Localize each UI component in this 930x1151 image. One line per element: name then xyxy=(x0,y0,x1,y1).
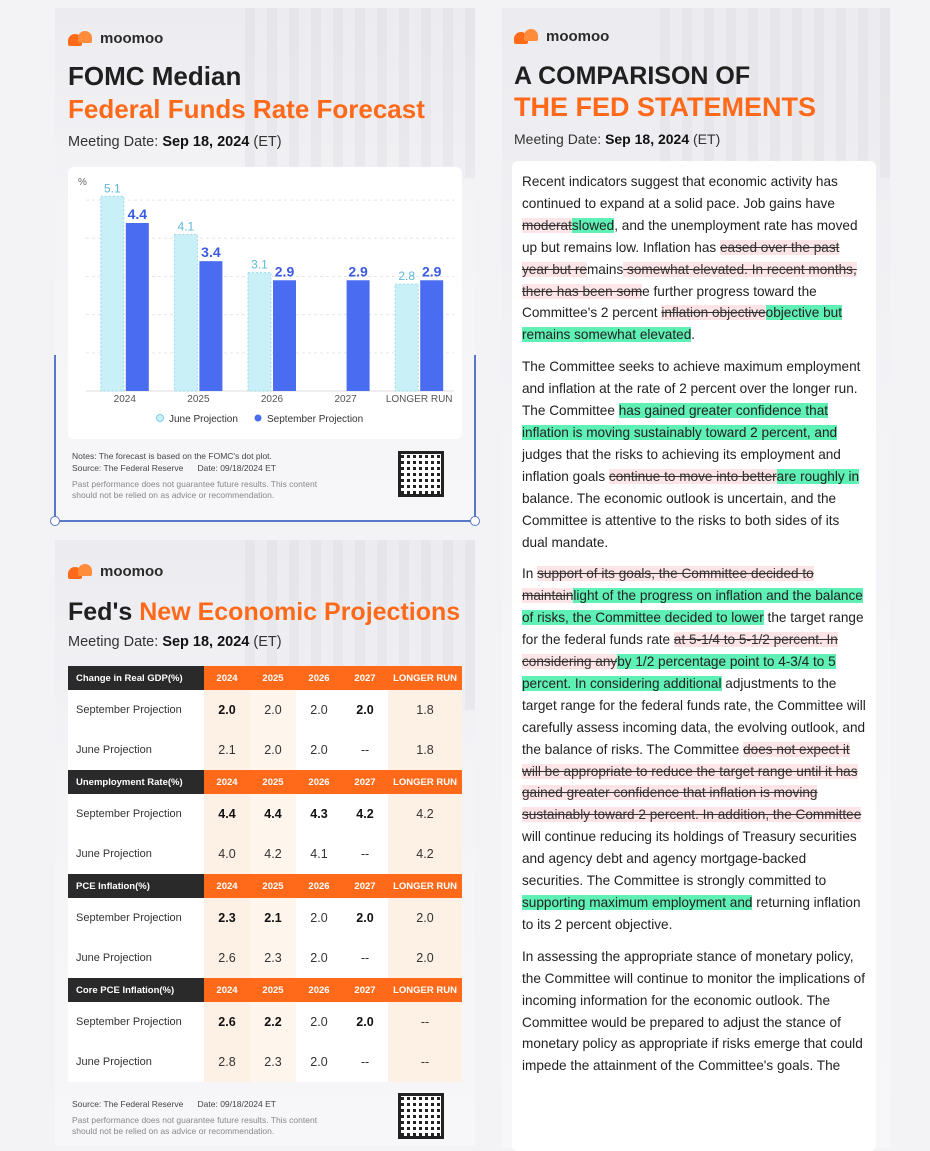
card3-title-line1: A COMPARISON OF xyxy=(514,62,751,90)
year-header: 2025 xyxy=(250,874,296,898)
row-label: September Projection xyxy=(68,794,204,834)
table-cell: -- xyxy=(342,730,388,770)
row-label: June Projection xyxy=(68,834,204,874)
inserted-text: are roughly in xyxy=(776,468,860,484)
meeting-prefix: Meeting Date: xyxy=(68,134,163,150)
selection-frame-right xyxy=(474,355,476,520)
bar-value-label: 3.4 xyxy=(201,244,221,261)
card1-source: Source: The Federal Reserve xyxy=(72,463,184,473)
statement-comparison-text xyxy=(512,161,876,1151)
deleted-text: inflation objective xyxy=(661,305,766,321)
inserted-text: by 1/2 percentage point to 4-3/4 to 5 percent. In considering additional xyxy=(522,654,836,691)
card2-date: Date: 09/18/2024 ET xyxy=(197,1099,276,1109)
deleted-text: moderat xyxy=(522,217,572,233)
year-header: 2027 xyxy=(342,666,388,690)
card2-title xyxy=(68,596,460,628)
table-cell: 2.1 xyxy=(250,898,296,938)
table-cell: 2.0 xyxy=(296,690,342,730)
qr-code-icon xyxy=(398,1093,444,1139)
card2-title-black: Fed's xyxy=(68,598,140,626)
june-projection-bar xyxy=(248,273,271,391)
table-cell: 2.3 xyxy=(204,898,250,938)
inserted-text: slowed xyxy=(571,217,615,233)
section-title: Change in Real GDP(%) xyxy=(68,666,204,690)
bar-value-label: 5.1 xyxy=(103,181,121,196)
statement-text: balance. The economic outlook is uncertain, and the Committee is attentive to the risks to both sides of its dual mandate. xyxy=(522,490,840,550)
rate-forecast-chart xyxy=(68,167,462,439)
table-cell: -- xyxy=(388,1042,462,1082)
section-title: Core PCE Inflation(%) xyxy=(68,978,204,1002)
table-cell: -- xyxy=(342,938,388,978)
inserted-text: has gained greater confidence that inflation is moving sustainably toward 2 percent, and xyxy=(522,403,838,440)
card1-title-line1: FOMC Median xyxy=(68,61,242,91)
legend-label: September Projection xyxy=(267,414,364,425)
table-cell: 2.6 xyxy=(204,1002,250,1042)
statement-text: In assessing the appropriate stance of monetary policy, the Committee will continue to monitor the implications of incoming information for the economic outlook. The Committee would be prepared to adjust the stance of monetary policy as appropriate if risks emerge that could impede the attainment of the Committee's goals. The xyxy=(522,948,866,1074)
deleted-text: at 5-1/4 to 5-1/2 percent. In considering any xyxy=(522,632,838,670)
statement-paragraph xyxy=(522,563,866,935)
projections-table xyxy=(68,666,462,1082)
brand-name: moomoo xyxy=(100,563,164,580)
table-section-header xyxy=(68,874,462,898)
deleted-text: eased over the past year but re xyxy=(522,239,840,277)
moomoo-logo-icon xyxy=(514,29,540,45)
september-projection-bar xyxy=(273,280,296,391)
x-tick-label: 2026 xyxy=(260,394,284,405)
bar-value-label: 2.9 xyxy=(348,263,368,280)
september-projection-bar xyxy=(347,280,370,391)
table-row xyxy=(68,1042,462,1082)
statement-text: judges that the risks to achieving its employment and inflation goals xyxy=(522,446,841,484)
card2-disclaimer-2: should not be relied on as advice or recommendation. xyxy=(72,1126,275,1136)
table-row xyxy=(68,834,462,874)
table-cell: 4.4 xyxy=(250,794,296,834)
table-cell: 2.0 xyxy=(342,898,388,938)
table-section-header xyxy=(68,770,462,794)
june-projection-bar xyxy=(174,234,197,391)
year-header: 2024 xyxy=(204,770,250,794)
table-row xyxy=(68,690,462,730)
brand-name: moomoo xyxy=(546,28,610,45)
table-cell: 2.0 xyxy=(296,730,342,770)
table-cell: 2.0 xyxy=(296,938,342,978)
moomoo-logo-icon xyxy=(68,31,94,47)
y-axis-label: % xyxy=(78,177,87,188)
year-header: LONGER RUN xyxy=(388,874,462,898)
meeting-date-value: Sep 18, 2024 xyxy=(162,134,250,150)
table-cell: 2.0 xyxy=(342,690,388,730)
table-cell: 2.8 xyxy=(204,1042,250,1082)
year-header: LONGER RUN xyxy=(388,978,462,1002)
row-label: September Projection xyxy=(68,690,204,730)
table-cell: 4.0 xyxy=(204,834,250,874)
statement-text: The Committee seeks to achieve maximum employment and inflation at the rate of 2 percent over the longer run. The Committee xyxy=(522,359,861,419)
bar-value-label: 2.8 xyxy=(398,269,416,284)
table-row xyxy=(68,1002,462,1042)
table-cell: 2.3 xyxy=(250,938,296,978)
statement-paragraph xyxy=(522,171,866,346)
year-header: 2026 xyxy=(296,666,342,690)
card3-meeting-date xyxy=(514,131,720,147)
section-title: PCE Inflation(%) xyxy=(68,874,204,898)
moomoo-logo-icon xyxy=(68,564,94,580)
table-row xyxy=(68,730,462,770)
statement-paragraph xyxy=(522,946,866,1077)
table-cell: 2.6 xyxy=(204,938,250,978)
table-cell: -- xyxy=(342,834,388,874)
statement-text: mains xyxy=(586,261,624,277)
table-cell: -- xyxy=(388,1002,462,1042)
table-cell: 2.0 xyxy=(296,898,342,938)
moomoo-logo xyxy=(514,28,609,45)
statement-text: Recent indicators suggest that economic activity has continued to expand at a solid pace. Job gains have xyxy=(522,174,838,211)
statement-text: In xyxy=(522,566,538,582)
rate-chart-panel xyxy=(68,167,462,439)
meeting-prefix: Meeting Date: xyxy=(514,131,606,147)
card2-title-orange: New Economic Projections xyxy=(139,598,461,626)
card1-title-line2: Federal Funds Rate Forecast xyxy=(68,94,425,124)
meeting-suffix: (ET) xyxy=(689,131,721,147)
meeting-date-value: Sep 18, 2024 xyxy=(162,634,250,650)
brand-name: moomoo xyxy=(100,30,164,47)
year-header: 2024 xyxy=(204,666,250,690)
bar-value-label: 4.1 xyxy=(177,219,195,234)
table-cell: -- xyxy=(342,1042,388,1082)
selection-frame-left xyxy=(54,355,56,520)
table-cell: 4.1 xyxy=(296,834,342,874)
table-cell: 4.4 xyxy=(204,794,250,834)
table-cell: 2.2 xyxy=(250,1002,296,1042)
bar-value-label: 3.1 xyxy=(251,257,268,272)
section-title: Unemployment Rate(%) xyxy=(68,770,204,794)
x-tick-label: 2024 xyxy=(113,394,136,405)
table-cell: 4.2 xyxy=(342,794,388,834)
inserted-text: light of the progress on inflation and the balance of risks, the Committee decided to lower xyxy=(522,588,863,626)
table-cell: 2.0 xyxy=(296,1002,342,1042)
year-header: LONGER RUN xyxy=(388,770,462,794)
september-legend-marker xyxy=(255,415,262,422)
x-tick-label: LONGER RUN xyxy=(385,394,453,405)
statement-text: the target range for the federal funds rate xyxy=(522,610,864,648)
bar-value-label: 2.9 xyxy=(421,263,442,280)
table-cell: 2.3 xyxy=(250,1042,296,1082)
statement-text: will continue reducing its holdings of Treasury securities and agency debt and agency mortgage-backed securities. The Committee is strongly committed to xyxy=(522,829,857,889)
table-section-header xyxy=(68,666,462,690)
row-label: June Projection xyxy=(68,730,204,770)
year-header: 2026 xyxy=(296,874,342,898)
card1-date: Date: 09/18/2024 ET xyxy=(197,463,276,473)
year-header: LONGER RUN xyxy=(388,666,462,690)
card1-disclaimer-1: Past performance does not guarantee future results. This content xyxy=(72,479,318,489)
table-cell: 2.0 xyxy=(250,690,296,730)
card2-source-line xyxy=(72,1099,276,1110)
year-header: 2027 xyxy=(342,978,388,1002)
statement-text: , and the unemployment rate has moved up but remains low. Inflation has xyxy=(522,217,858,255)
row-label: September Projection xyxy=(68,1002,204,1042)
card3-title-line2: THE FED STATEMENTS xyxy=(514,92,816,122)
statement-text: returning inflation to its 2 percent objective. xyxy=(522,895,861,932)
deleted-text: does not expect it will be appropriate to reduce the target range until it has gained greater confidence that inflation is moving sustainably toward 2 percent. In addition, the Committee xyxy=(522,741,862,823)
table-section-header xyxy=(68,978,462,1002)
statement-text: . xyxy=(691,327,696,343)
moomoo-logo xyxy=(68,30,163,47)
meeting-suffix: (ET) xyxy=(249,134,282,150)
statement-text: adjustments to the target range for the federal funds rate, the Committee will carefully assess incoming data, the evolving outlook, and the balance of risks. The Committee xyxy=(522,675,866,757)
year-header: 2026 xyxy=(296,770,342,794)
table-row xyxy=(68,794,462,834)
table-cell: 2.0 xyxy=(388,938,462,978)
card1-source-line xyxy=(72,463,276,474)
table-cell: 4.2 xyxy=(388,794,462,834)
statement-text: e further progress toward the Committee's 2 percent xyxy=(522,283,817,321)
selection-handle-left[interactable] xyxy=(50,516,60,526)
x-tick-label: 2027 xyxy=(334,394,357,405)
table-cell: 1.8 xyxy=(388,690,462,730)
statement-paragraph xyxy=(522,356,866,553)
selection-handle-right[interactable] xyxy=(470,516,480,526)
meeting-date-value: Sep 18, 2024 xyxy=(605,131,690,147)
june-legend-marker xyxy=(157,415,164,422)
card1-meeting-date xyxy=(68,134,282,150)
x-tick-label: 2025 xyxy=(187,394,210,405)
year-header: 2025 xyxy=(250,978,296,1002)
year-header: 2027 xyxy=(342,874,388,898)
card1-disclaimer-2: should not be relied on as advice or recommendation. xyxy=(72,490,275,500)
year-header: 2025 xyxy=(250,666,296,690)
deleted-text: support of its goals, the Committee decided to maintain xyxy=(522,566,814,604)
deleted-text: somewhat elevated. In recent months, there has been som xyxy=(522,261,857,299)
inserted-text: objective but remains somewhat elevated xyxy=(522,305,842,343)
row-label: June Projection xyxy=(68,1042,204,1082)
year-header: 2024 xyxy=(204,874,250,898)
card2-disclaimer-1: Past performance does not guarantee future results. This content xyxy=(72,1115,318,1125)
row-label: September Projection xyxy=(68,898,204,938)
bar-value-label: 2.9 xyxy=(274,263,295,280)
table-cell: 2.1 xyxy=(204,730,250,770)
year-header: 2024 xyxy=(204,978,250,1002)
september-projection-bar xyxy=(420,280,443,391)
june-projection-bar xyxy=(101,196,124,391)
legend-label: June Projection xyxy=(169,414,238,425)
september-projection-bar xyxy=(126,223,149,391)
bar-value-label: 4.4 xyxy=(127,206,148,222)
meeting-prefix: Meeting Date: xyxy=(68,634,163,650)
september-projection-bar xyxy=(199,261,222,391)
card1-notes: Notes: The forecast is based on the FOMC's dot plot. xyxy=(72,451,272,461)
table-cell: 2.0 xyxy=(250,730,296,770)
table-cell: 4.2 xyxy=(388,834,462,874)
table-cell: 2.0 xyxy=(296,1042,342,1082)
inserted-text: supporting maximum employment and xyxy=(522,895,753,910)
qr-code-icon xyxy=(398,451,444,497)
deleted-text: continue to move into better xyxy=(608,468,777,484)
moomoo-logo xyxy=(68,563,163,580)
table-cell: 4.2 xyxy=(250,834,296,874)
year-header: 2027 xyxy=(342,770,388,794)
card2-meeting-date xyxy=(68,634,282,650)
table-row xyxy=(68,938,462,978)
row-label: June Projection xyxy=(68,938,204,978)
table-row xyxy=(68,898,462,938)
table-cell: 4.3 xyxy=(296,794,342,834)
june-projection-bar xyxy=(395,284,418,391)
table-cell: 2.0 xyxy=(388,898,462,938)
meeting-suffix: (ET) xyxy=(249,634,282,650)
table-cell: 1.8 xyxy=(388,730,462,770)
card2-source: Source: The Federal Reserve xyxy=(72,1099,184,1109)
table-cell: 2.0 xyxy=(204,690,250,730)
selection-frame-bottom xyxy=(55,520,475,522)
year-header: 2025 xyxy=(250,770,296,794)
table-cell: 2.0 xyxy=(342,1002,388,1042)
year-header: 2026 xyxy=(296,978,342,1002)
